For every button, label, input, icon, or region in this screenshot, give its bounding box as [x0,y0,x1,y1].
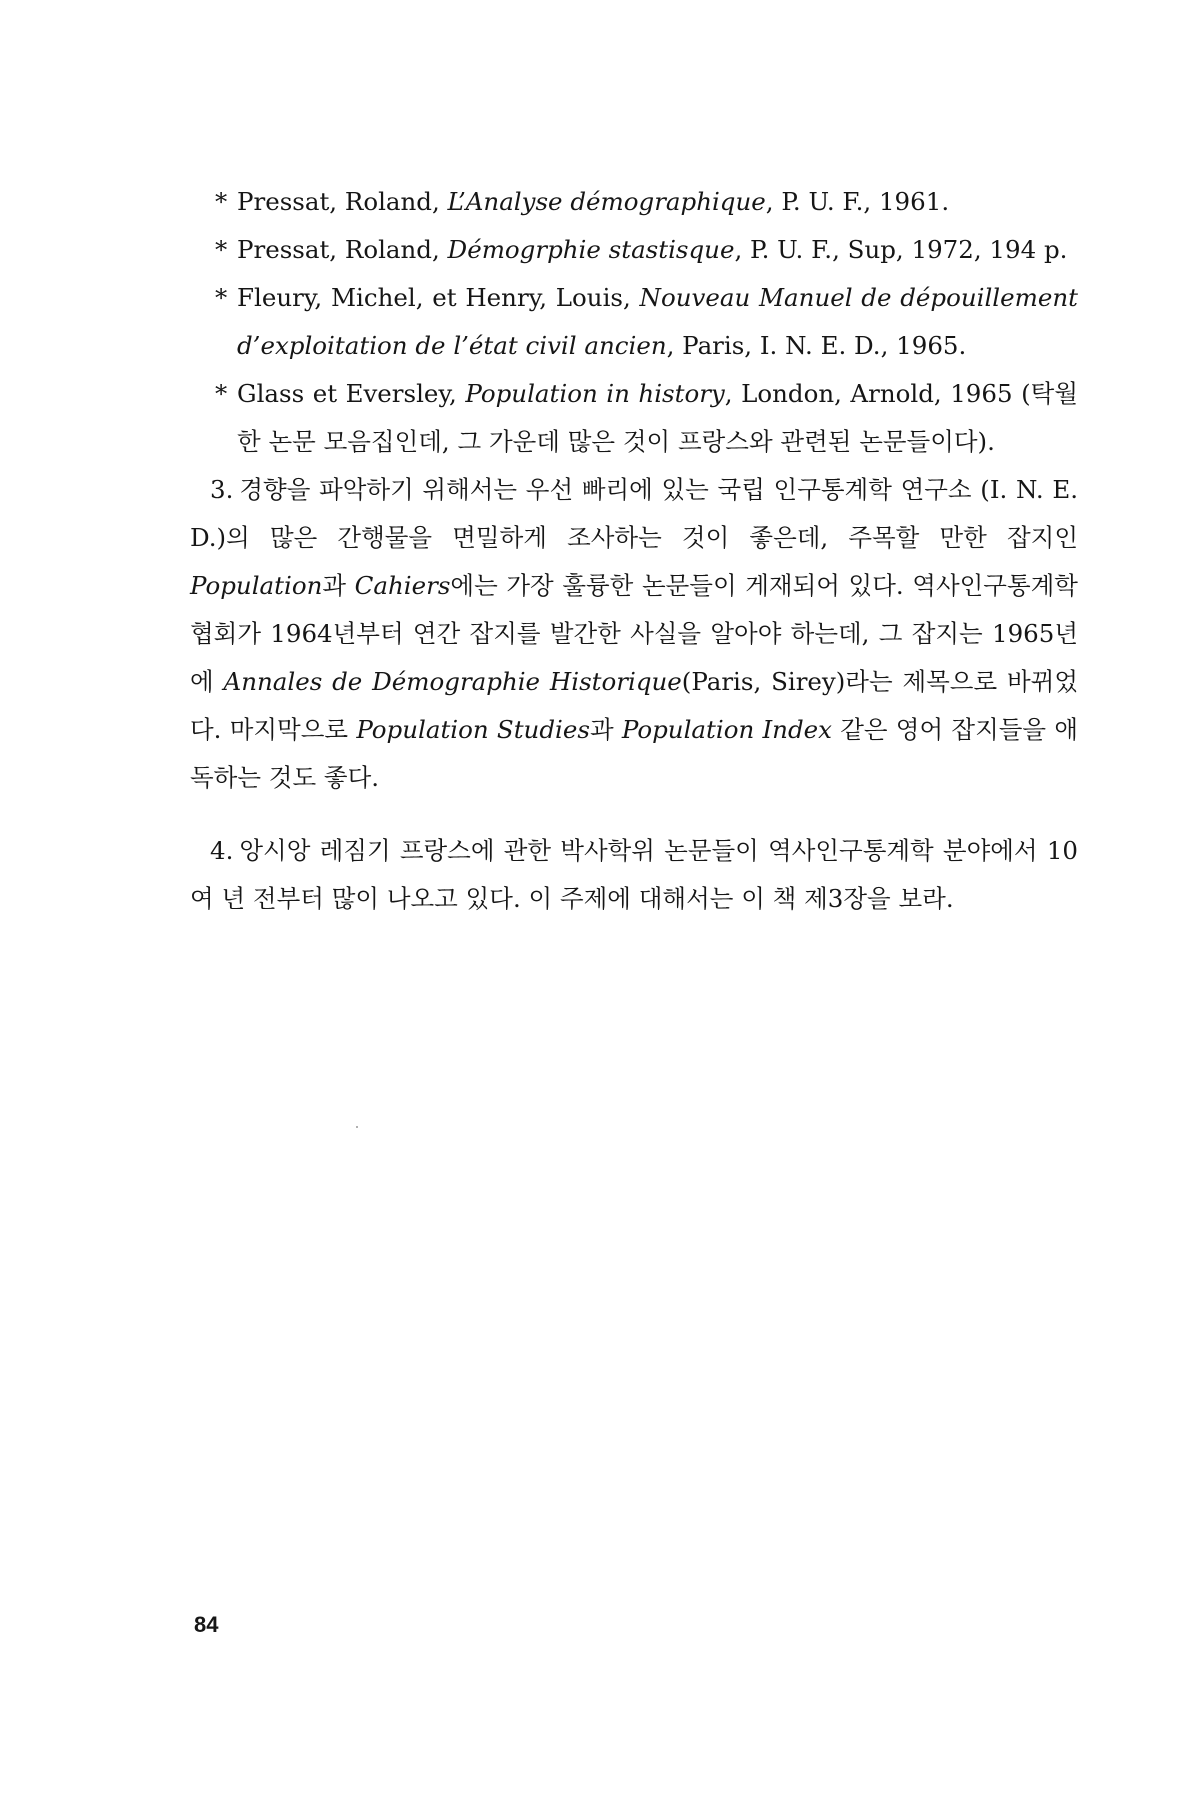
journal-title: Cahiers [354,571,451,600]
bullet-asterisk: * [215,187,228,216]
paragraph-text: (Paris, Sirey)라는 제목으로 바뀌었다. 마지막으로 [190,667,1078,744]
bullet-asterisk: * [215,235,228,264]
journal-title: Annales de Démographie Historique [223,667,682,696]
reference-title: L’Analyse démographique [447,187,766,216]
paragraph-text: 과 [322,571,355,600]
reference-authors: Pressat, Roland, [237,187,448,216]
reference-authors: Pressat, Roland, [237,235,448,264]
reference-details: , P. U. F., Sup, 1972, 194 p. [734,235,1068,264]
reference-details: , London, Arnold, 1965 (탁월한 논문 모음집인데, 그 가운데 많은 것이 프랑스와 관련된 논문들이다). [237,379,1079,456]
paragraph-text: 에는 가장 훌륭한 논문들이 게재되어 있다. 역사인구통계학 협회가 1964년부터 연간 잡지를 발간한 사실을 알아야 하는데, 그 잡지는 1965년에 [190,571,1078,696]
journal-title: Population Index [621,715,832,744]
paragraph-text: 경향을 파악하기 위해서는 우선 빠리에 있는 국립 인구통계학 연구소 (I. N. E. D.)의 많은 간행물을 면밀하게 조사하는 것이 좋은데, 주목할 만한 잡지인 [190,475,1078,552]
reference-title: Démogrphie stastisque [447,235,735,264]
reference-details: , Paris, I. N. E. D., 1965. [666,331,967,360]
bullet-asterisk: * [215,379,228,408]
paragraph-4 [190,827,1078,923]
journal-title: Population Studies [356,715,590,744]
reference-item [190,370,1078,466]
reference-title: Nouveau Manuel de dépouillement d’exploitation de l’état civil ancien [237,283,1078,360]
paragraph-number: 3. [210,475,234,504]
reference-authors: Fleury, Michel, et Henry, Louis, [237,283,640,312]
paragraph-text: 앙시앙 레짐기 프랑스에 관한 박사학위 논문들이 역사인구통계학 분야에서 10여 년 전부터 많이 나오고 있다. 이 주제에 대해서는 이 책 제3장을 보라. [190,835,1078,913]
paragraph-number: 4. [210,835,234,865]
reference-item [190,274,1078,370]
paragraph-text: 같은 영어 잡지들을 애독하는 것도 좋다. [190,715,1078,792]
journal-title: Population [190,571,323,600]
bullet-asterisk: * [215,283,228,312]
page-number: 84 [194,1612,219,1637]
reference-authors: Glass et Eversley, [237,379,466,408]
page-body [190,178,1078,947]
reference-item [190,178,1078,226]
reference-item [190,226,1078,274]
reference-title: Population in history [465,379,725,408]
scan-speck [356,1126,358,1128]
reference-details: , P. U. F., 1961. [765,187,950,216]
paragraph-3 [190,466,1078,802]
paragraph-text: 과 [589,715,622,744]
